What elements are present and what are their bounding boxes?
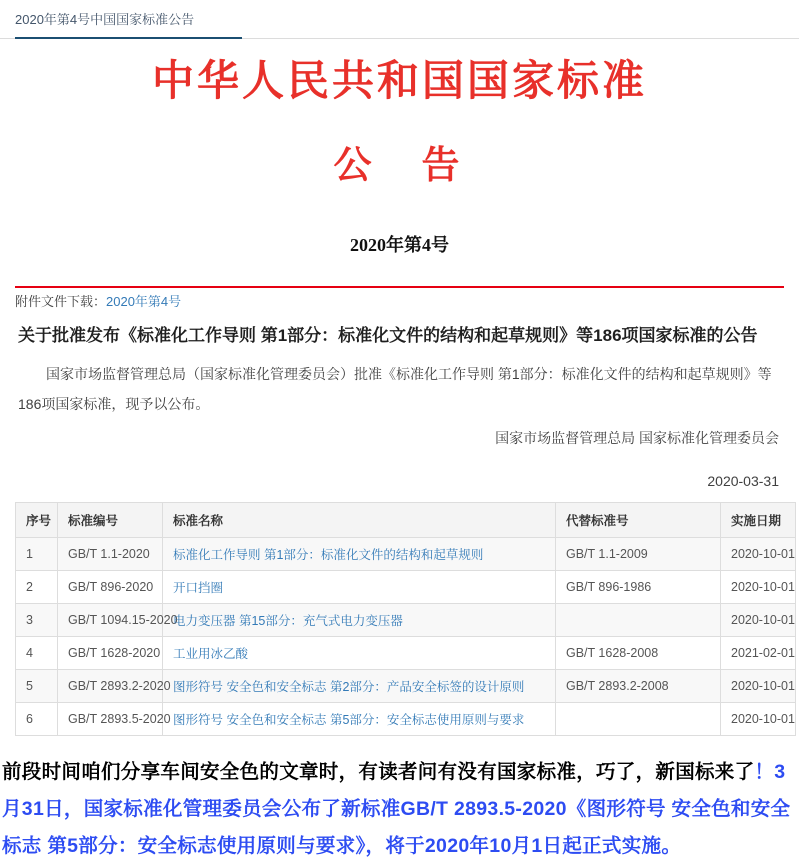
row-index-cell: 1 (16, 538, 58, 571)
standard-code-cell: GB/T 2893.2-2020 (58, 670, 163, 703)
standards-table (15, 502, 796, 736)
red-divider (15, 286, 784, 288)
replaced-standard-cell (556, 703, 721, 736)
standard-code-cell: GB/T 1094.15-2020 (58, 604, 163, 637)
tab-bar (0, 0, 799, 39)
implementation-date-cell: 2020-10-01 (721, 703, 796, 736)
attachment-link[interactable]: 2020年第4号 (106, 294, 182, 309)
table-row (16, 637, 796, 670)
notice-body: 国家市场监督管理总局（国家标准化管理委员会）批准《标准化工作导则 第1部分：标准化文件的结构和起草规则》等186项国家标准，现予以公布。 (18, 366, 772, 412)
standard-code-cell: GB/T 896-2020 (58, 571, 163, 604)
commentary-black-text: 前段时间咱们分享车间安全色的文章时，有读者问有没有国家标准，巧了，新国标来了 (2, 761, 755, 783)
replaced-standard-cell: GB/T 1.1-2009 (556, 538, 721, 571)
standard-code-cell: GB/T 1.1-2020 (58, 538, 163, 571)
standard-name-link[interactable]: 电力变压器 第15部分：充气式电力变压器 (173, 614, 403, 628)
commentary-blue-text: ！3月31日，国家标准化管理委员会公布了新标准GB/T 2893.5-2020《图形符号 安全色和安全标志 第5部分：安全标志使用原则与要求》，将于2020年10月1日起正式实施。 (2, 761, 791, 857)
issuer-signature: 国家市场监督管理总局 国家标准化管理委员会 (495, 430, 779, 446)
implementation-date-cell: 2020-10-01 (721, 604, 796, 637)
standard-name-link[interactable]: 工业用冰乙酸 (173, 647, 249, 661)
replaced-standard-cell: GB/T 2893.2-2008 (556, 670, 721, 703)
tab-announcement[interactable]: 2020年第4号中国国家标准公告 (15, 9, 242, 39)
row-index-cell: 5 (16, 670, 58, 703)
notice-heading: 关于批准发布《标准化工作导则 第1部分：标准化文件的结构和起草规则》等186项国家标准的公告 (18, 326, 758, 345)
row-index-cell: 2 (16, 571, 58, 604)
attachment-download (15, 293, 784, 311)
table-column-header: 序号 (16, 503, 58, 538)
row-index-cell: 4 (16, 637, 58, 670)
table-header-row (16, 503, 796, 538)
standard-name-cell (163, 604, 556, 637)
implementation-date-cell: 2020-10-01 (721, 571, 796, 604)
table-column-header: 标准名称 (163, 503, 556, 538)
issue-number: 2020年第4号 (350, 235, 449, 255)
standard-code-cell: GB/T 2893.5-2020 (58, 703, 163, 736)
standard-name-link[interactable]: 标准化工作导则 第1部分：标准化文件的结构和起草规则 (173, 548, 484, 562)
attachment-label: 附件文件下载： (15, 294, 107, 309)
implementation-date-cell: 2021-02-01 (721, 637, 796, 670)
row-index-cell: 6 (16, 703, 58, 736)
standard-name-cell (163, 670, 556, 703)
replaced-standard-cell: GB/T 1628-2008 (556, 637, 721, 670)
announcement-subtitle: 公 告 (333, 145, 466, 187)
standard-name-link[interactable]: 图形符号 安全色和安全标志 第5部分：安全标志使用原则与要求 (173, 713, 525, 727)
issue-date: 2020-03-31 (707, 473, 779, 489)
standard-name-cell (163, 538, 556, 571)
table-row (16, 703, 796, 736)
table-column-header: 代替标准号 (556, 503, 721, 538)
standard-name-cell (163, 571, 556, 604)
standard-name-link[interactable]: 图形符号 安全色和安全标志 第2部分：产品安全标签的设计原则 (173, 680, 525, 694)
replaced-standard-cell: GB/T 896-1986 (556, 571, 721, 604)
commentary (0, 754, 799, 865)
row-index-cell: 3 (16, 604, 58, 637)
table-row (16, 670, 796, 703)
document-title: 中华人民共和国国家标准 (151, 59, 647, 105)
standard-name-cell (163, 703, 556, 736)
standard-code-cell: GB/T 1628-2020 (58, 637, 163, 670)
table-row (16, 571, 796, 604)
table-body (16, 538, 796, 736)
replaced-standard-cell (556, 604, 721, 637)
table-column-header: 标准编号 (58, 503, 163, 538)
standard-name-link[interactable]: 开口挡圈 (173, 581, 224, 595)
table-row (16, 538, 796, 571)
implementation-date-cell: 2020-10-01 (721, 670, 796, 703)
implementation-date-cell: 2020-10-01 (721, 538, 796, 571)
standard-name-cell (163, 637, 556, 670)
table-column-header: 实施日期 (721, 503, 796, 538)
table-row (16, 604, 796, 637)
